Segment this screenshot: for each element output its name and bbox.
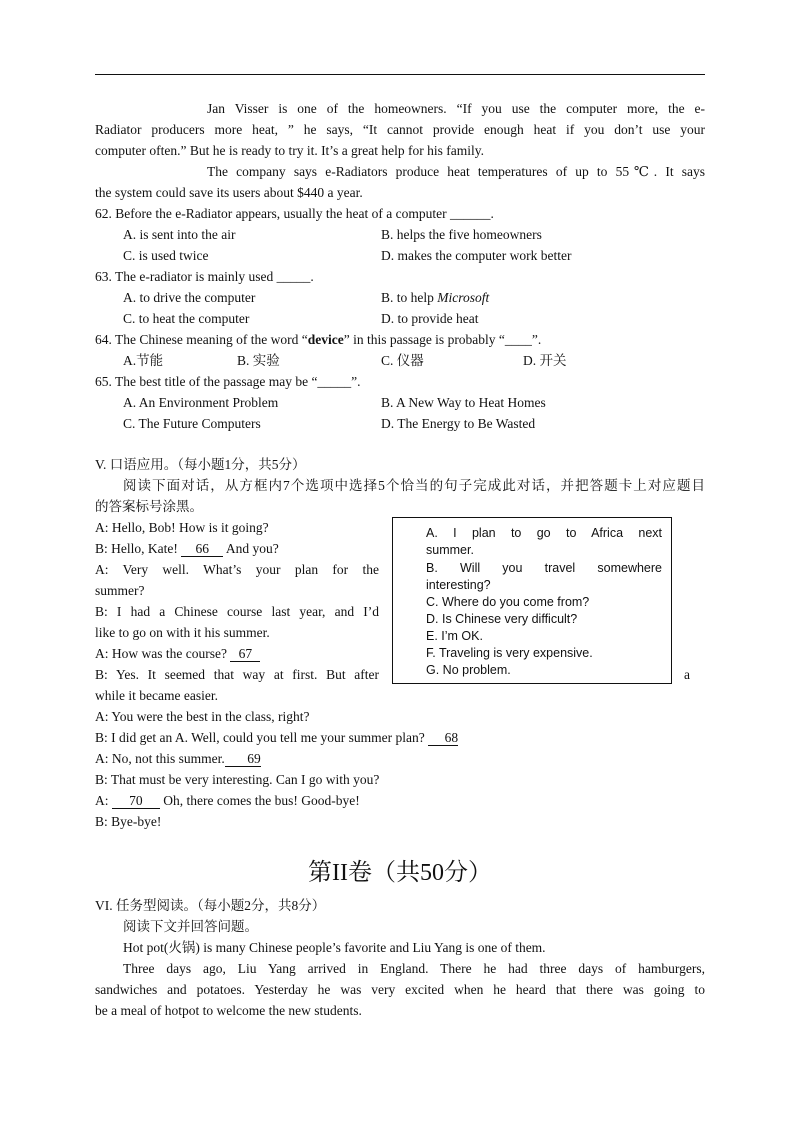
q62-option-c[interactable]: C. is used twice <box>123 248 209 263</box>
box-option-d[interactable]: D. Is Chinese very difficult? <box>426 612 578 626</box>
blank-69[interactable]: 69 <box>225 752 261 767</box>
q63-option-b[interactable] <box>381 289 489 307</box>
dialogue-line: B: I had a Chinese course last year, and I’d <box>95 604 379 619</box>
q63-option-a[interactable]: A. to drive the computer <box>123 290 256 305</box>
box-option-a-cont: summer. <box>426 543 474 557</box>
q63-option-b-text: B. to help <box>381 290 438 305</box>
dialogue-line: summer? <box>95 583 145 598</box>
box-option-g[interactable]: G. No problem. <box>426 663 511 677</box>
q65-option-d[interactable]: D. The Energy to Be Wasted <box>381 416 536 431</box>
box-option-b-cont: interesting? <box>426 578 491 592</box>
part-2-title: 第II卷（共50分） <box>308 860 492 886</box>
dialogue-line <box>95 645 260 663</box>
q65-option-a[interactable]: A. An Environment Problem <box>123 395 279 410</box>
passage-line: computer often.” But he is ready to try it. It’s a great help for his family. <box>95 143 485 158</box>
reading-line: be a meal of hotpot to welcome the new students. <box>95 1003 362 1018</box>
q64-option-d[interactable]: D. 开关 <box>523 353 567 368</box>
blank-70[interactable]: 70 <box>112 794 160 809</box>
dialogue-text: And you? <box>223 541 279 556</box>
dialogue-line: A: You were the best in the class, right? <box>95 709 310 724</box>
box-option-a[interactable]: A. I plan to go to Africa next <box>426 526 662 540</box>
dialogue-line: like to go on with it his summer. <box>95 625 270 640</box>
dialogue-line: B: That must be very interesting. Can I go with you? <box>95 772 380 787</box>
dialogue-line-tail: a <box>684 667 690 682</box>
dialogue-line <box>95 750 261 768</box>
options-box <box>392 517 672 684</box>
dialogue-line: B: Bye-bye! <box>95 814 162 829</box>
dialogue-text: A: How was the course? <box>95 646 231 661</box>
dialogue-line: while it became easier. <box>95 688 218 703</box>
q64-option-b[interactable]: B. 实验 <box>237 353 280 368</box>
dialogue-line: A: Very well. What’s your plan for the <box>95 562 379 577</box>
blank-68[interactable]: 68 <box>428 731 458 746</box>
q65-option-b[interactable]: B. A New Way to Heat Homes <box>381 395 546 410</box>
dialogue-line <box>95 729 458 747</box>
dialogue-text: B: Hello, Kate! <box>95 541 182 556</box>
reading-line: sandwiches and potatoes. Yesterday he was very excited when he heard that there was going to <box>95 982 705 997</box>
dialogue-text: Oh, there comes the bus! Good-bye! <box>159 793 360 808</box>
section-5-instructions: 阅读下面对话，从方框内7个选项中选择5个恰当的句子完成此对话，并把答题卡上对应题目 <box>123 478 705 493</box>
q63-option-d[interactable]: D. to provide heat <box>381 311 479 326</box>
passage-line: Jan Visser is one of the homeowners. “If you use the computer more, the e- <box>207 101 705 116</box>
blank-66[interactable]: 66 <box>181 542 223 557</box>
reading-line: Three days ago, Liu Yang arrived in England. There he had three days of hamburgers, <box>123 961 705 976</box>
question-63-stem: 63. The e-radiator is mainly used _____. <box>95 269 314 284</box>
q63-option-c[interactable]: C. to heat the computer <box>123 311 250 326</box>
section-5-heading: V. 口语应用。（每小题1分，共5分） <box>95 457 306 472</box>
q65-option-c[interactable]: C. The Future Computers <box>123 416 261 431</box>
dialogue-line: A: Hello, Bob! How is it going? <box>95 520 269 535</box>
top-rule <box>95 74 705 75</box>
dialogue-text: A: No, not this summer. <box>95 751 225 766</box>
box-option-b[interactable]: B. Will you travel somewhere <box>426 561 662 575</box>
dialogue-line <box>95 792 360 810</box>
section-5-instructions-cont: 的答案标号涂黑。 <box>95 499 203 514</box>
q62-option-a[interactable]: A. is sent into the air <box>123 227 236 242</box>
q64-option-a[interactable]: A.节能 <box>123 353 164 368</box>
q64-option-c[interactable]: C. 仪器 <box>381 353 424 368</box>
dialogue-text: A: <box>95 793 112 808</box>
passage-line: the system could save its users about $440 a year. <box>95 185 363 200</box>
section-6-heading: VI. 任务型阅读。（每小题2分，共8分） <box>95 898 326 913</box>
passage-line: The company says e-Radiators produce heat temperatures of up to 55℃. It says <box>207 164 705 179</box>
q62-option-d[interactable]: D. makes the computer work better <box>381 248 572 263</box>
question-65-stem: 65. The best title of the passage may be “_____”. <box>95 374 361 389</box>
blank-67[interactable]: 67 <box>230 647 260 662</box>
q62-option-b[interactable]: B. helps the five homeowners <box>381 227 542 242</box>
q63-option-b-italic: Microsoft <box>437 290 490 305</box>
dialogue-text: B: I did get an A. Well, could you tell me your summer plan? <box>95 730 429 745</box>
q64-stem-post: ” in this passage is probably “____”. <box>343 332 542 347</box>
reading-line: Hot pot(火锅) is many Chinese people’s favorite and Liu Yang is one of them. <box>123 940 546 955</box>
q64-stem-pre: 64. The Chinese meaning of the word “ <box>95 332 308 347</box>
q64-stem-word: device <box>307 332 344 347</box>
section-6-instructions: 阅读下文并回答问题。 <box>123 919 258 934</box>
passage-line: Radiator producers more heat, ” he says, “It cannot provide enough heat if you don’t use your <box>95 122 705 137</box>
question-62-stem: 62. Before the e-Radiator appears, usually the heat of a computer ______. <box>95 206 494 221</box>
dialogue-line: B: Yes. It seemed that way at first. But after <box>95 667 379 682</box>
box-option-f[interactable]: F. Traveling is very expensive. <box>426 646 593 660</box>
question-64-stem <box>95 331 541 349</box>
dialogue-line <box>95 540 279 558</box>
box-option-e[interactable]: E. I’m OK. <box>426 629 483 643</box>
box-option-c[interactable]: C. Where do you come from? <box>426 595 590 609</box>
